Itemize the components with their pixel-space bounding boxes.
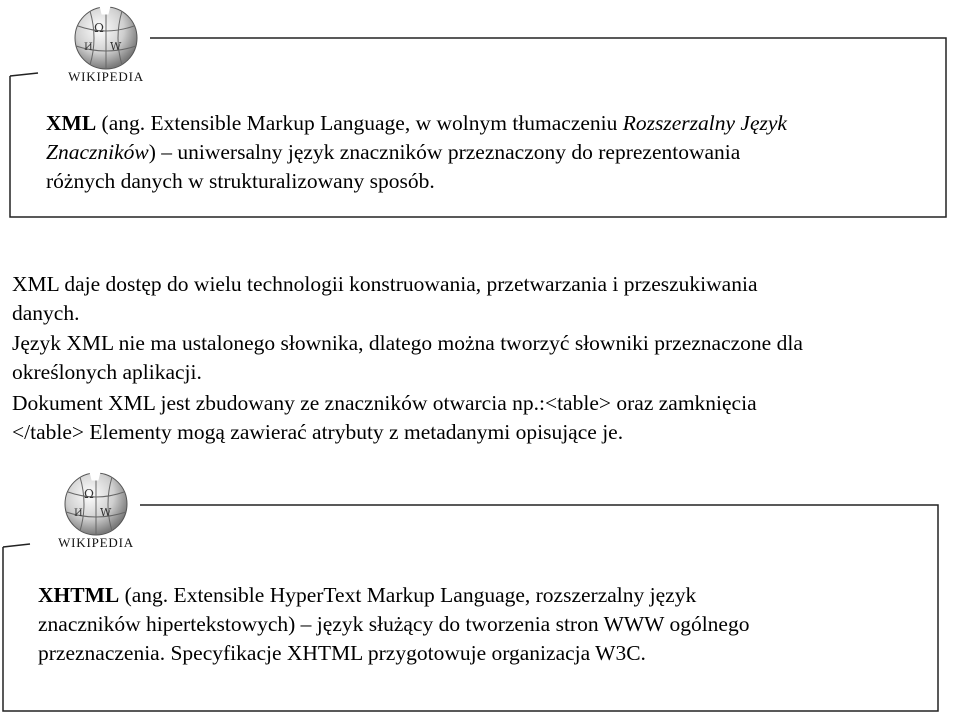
body-line-6: </table> Elementy mogą zawierać atrybuty z metadanymi opisujące je. (12, 420, 624, 444)
body-line-1: XML daje dostęp do wielu technologii konstruowania, przetwarzania i przeszukiwania (12, 272, 758, 296)
box1-line-3: różnych danych w strukturalizowany sposób. (46, 169, 435, 193)
wikipedia-wordmark: WIKIPEDIA (68, 69, 144, 84)
wikipedia-globe-icon (60, 468, 132, 536)
box2-tab-left (3, 544, 30, 547)
body-line-2: danych. (12, 301, 80, 325)
svg-text:Ω: Ω (94, 21, 104, 35)
box2-term: XHTML (38, 583, 120, 607)
body-line-4: określonych aplikacji. (12, 360, 202, 384)
svg-text:W: W (100, 506, 112, 519)
box2-line-2: znaczników hipertekstowych) – język służący do tworzenia stron WWW ogólnego (38, 612, 750, 636)
box1-term: XML (46, 111, 97, 135)
box1-line-2: Znaczników) – uniwersalny język znaczników przeznaczony do reprezentowania (46, 140, 741, 164)
svg-text:И: И (74, 508, 83, 519)
wikipedia-wordmark: WIKIPEDIA (58, 535, 134, 550)
wikipedia-globe-icon (70, 2, 142, 70)
box1-tab-left (10, 73, 38, 76)
body-line-5: Dokument XML jest zbudowany ze znaczników otwarcia np.:<table> oraz zamknięcia (12, 391, 757, 415)
svg-text:W: W (110, 40, 122, 53)
svg-text:И: И (84, 42, 93, 53)
box2-line-1: XHTML (ang. Extensible HyperText Markup Language, rozszerzalny język (38, 583, 697, 607)
wikipedia-logo-bottom (54, 468, 138, 550)
box2-definition (38, 581, 749, 668)
box1-definition (46, 109, 787, 196)
body-line-3: Język XML nie ma ustalonego słownika, dlatego można tworzyć słowniki przeznaczone dla (12, 331, 803, 355)
svg-text:Ω: Ω (84, 487, 94, 501)
box2-line-3: przeznaczenia. Specyfikacje XHTML przygotowuje organizacja W3C. (38, 641, 646, 665)
wikipedia-logo-top (64, 2, 148, 84)
box1-line-1: XML (ang. Extensible Markup Language, w wolnym tłumaczeniu Rozszerzalny Język (46, 111, 787, 135)
